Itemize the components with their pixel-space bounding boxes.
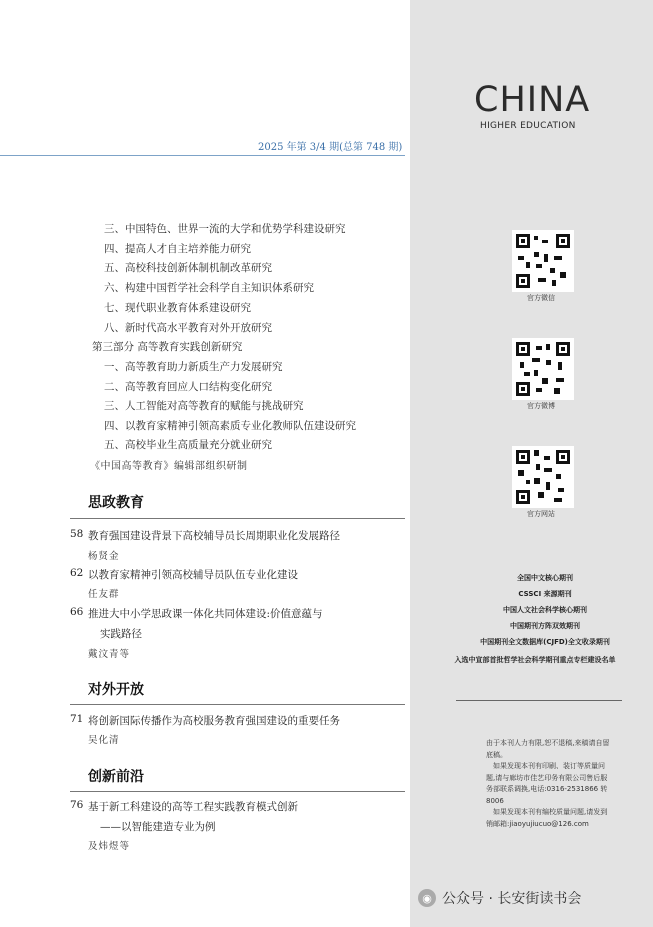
toc-item: 三、中国特色、世界一流的大学和优势学科建设研究	[104, 223, 346, 235]
indexing-line: 全国中文核心期刊	[517, 574, 573, 582]
article-page: 62	[70, 567, 84, 579]
toc-item: 五、高校科技创新体制机制改革研究	[104, 262, 272, 274]
toc-item: 五、高校毕业生高质量充分就业研究	[104, 439, 272, 451]
article-page: 66	[70, 606, 84, 618]
publication-notice	[486, 738, 614, 830]
header-divider	[0, 155, 405, 156]
toc-item: 四、提高人才自主培养能力研究	[104, 243, 251, 255]
section-heading: 思政教育	[88, 495, 144, 511]
journal-logo-main: CHINA	[474, 80, 591, 120]
article-author: 戴汶青等	[88, 649, 131, 660]
qr-code-icon	[512, 230, 574, 292]
article-subtitle[interactable]: ——以智能建造专业为例	[100, 821, 216, 833]
wechat-icon: ◉	[418, 889, 436, 907]
article-page: 58	[70, 528, 84, 540]
indexing-line: CSSCI 来源期刊	[518, 590, 572, 598]
qr-code-icon	[512, 338, 574, 400]
toc-item: 一、高等教育助力新质生产力发展研究	[104, 361, 283, 373]
wechat-account-name: 公众号 · 长安街读书会	[442, 891, 582, 907]
toc-item: 三、人工智能对高等教育的赋能与挑战研究	[104, 400, 304, 412]
toc-item: 八、新时代高水平教育对外开放研究	[104, 322, 272, 334]
section-divider	[70, 704, 405, 705]
toc-item: 二、高等教育回应人口结构变化研究	[104, 381, 272, 393]
article-title[interactable]: 将创新国际传播作为高校服务教育强国建设的重要任务	[88, 715, 340, 727]
article-title-continued[interactable]: 实践路径	[100, 628, 142, 640]
qr-code-icon	[512, 446, 574, 508]
wechat-watermark	[418, 888, 581, 908]
indexing-line: 入选中宣部首批哲学社会科学期刊重点专栏建设名单	[454, 656, 616, 664]
indexing-line: 中国人文社会科学核心期刊	[503, 606, 587, 614]
article-title[interactable]: 基于新工科建设的高等工程实践教育模式创新	[88, 801, 298, 813]
indexing-line: 中国期刊方阵双效期刊	[510, 622, 580, 630]
article-author: 杨贤金	[88, 551, 120, 562]
toc-item: 六、构建中国哲学社会科学自主知识体系研究	[104, 282, 314, 294]
notice-divider	[456, 700, 622, 701]
notice-paragraph: 由于本刊人力有限,恕不退稿,来稿请自留底稿。	[486, 739, 610, 759]
qr-label: 官方微博	[527, 402, 555, 410]
article-author: 及炜煜等	[88, 841, 131, 852]
toc-item: 七、现代职业教育体系建设研究	[104, 302, 251, 314]
article-title[interactable]: 教育强国建设背景下高校辅导员长周期职业化发展路径	[88, 530, 340, 542]
indexing-line: 中国期刊全文数据库(CJFD)全文收录期刊	[480, 638, 610, 646]
article-page: 76	[70, 799, 84, 811]
article-author: 任友群	[88, 589, 120, 600]
journal-logo-sub: HIGHER EDUCATION	[480, 121, 576, 131]
toc-item: 四、以教育家精神引领高素质专业化教师队伍建设研究	[104, 420, 356, 432]
qr-label: 官方微信	[527, 294, 555, 302]
article-page: 71	[70, 713, 84, 725]
toc-part-heading: 第三部分 高等教育实践创新研究	[92, 341, 243, 353]
section-heading: 对外开放	[88, 682, 144, 698]
notice-paragraph: 如果发现本刊有编校质量问题,请发到销邮箱:jiaoyujiucuo@126.com	[486, 808, 608, 828]
section-divider	[70, 518, 405, 519]
toc-editor-credit: 《中国高等教育》编辑部组织研制	[90, 461, 248, 472]
article-author: 吴化清	[88, 735, 120, 746]
qr-label: 官方网站	[527, 510, 555, 518]
article-title[interactable]: 以教育家精神引领高校辅导员队伍专业化建设	[88, 569, 298, 581]
notice-paragraph: 如果发现本刊有印刷、装订等质量问题,请与廊坊市佳艺印务有限公司售后服务部联系调换,电话:0316-2531866 转 8006	[486, 762, 608, 805]
article-title[interactable]: 推进大中小学思政课一体化共同体建设:价值意蕴与	[88, 608, 323, 620]
section-divider	[70, 791, 405, 792]
issue-number: 2025 年第 3/4 期(总第 748 期)	[258, 142, 403, 153]
section-heading: 创新前沿	[88, 769, 144, 785]
